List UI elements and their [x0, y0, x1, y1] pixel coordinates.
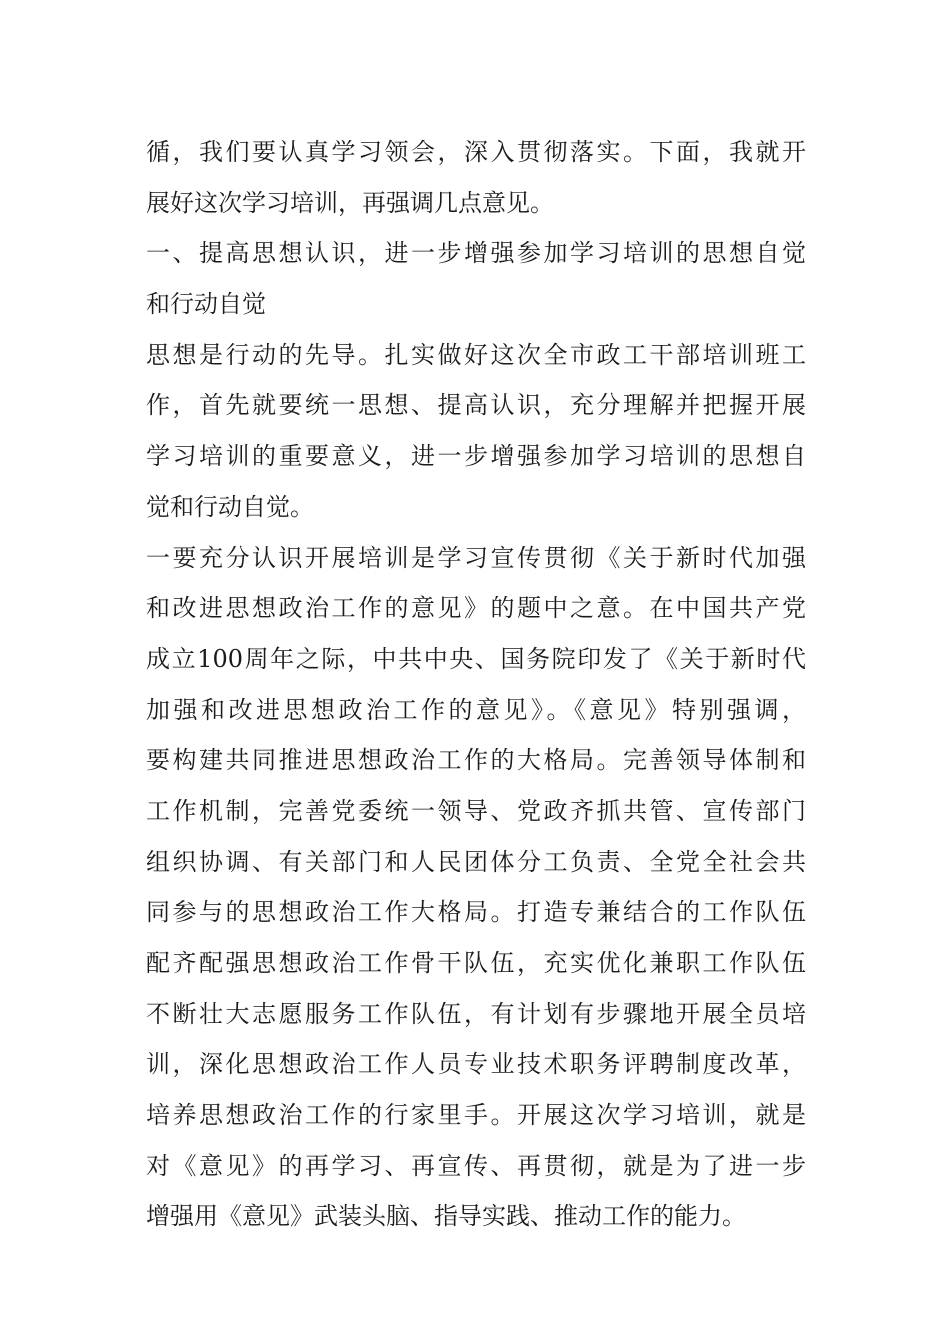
text-line: 作，首先就要统一思想、提高认识，充分理解并把握开展 — [146, 391, 806, 420]
text-line: 成立100周年之际，中共中央、国务院印发了《关于新时代 — [146, 644, 806, 673]
section-heading-line: 一、提高思想认识，进一步增强参加学习培训的思想自觉 — [146, 239, 806, 268]
text-line: 和改进思想政治工作的意见》的题中之意。在中国共产党 — [146, 594, 806, 623]
document-body — [146, 127, 806, 1242]
text-line: 学习培训的重要意义，进一步增强参加学习培训的思想自 — [146, 442, 806, 471]
text-line: 配齐配强思想政治工作骨干队伍，充实优化兼职工作队伍 — [146, 949, 806, 977]
text-line: 要构建共同推进思想政治工作的大格局。完善领导体制和 — [146, 746, 806, 775]
text-line: 训，深化思想政治工作人员专业技术职务评聘制度改革， — [146, 1050, 806, 1079]
section-heading-line: 和行动自觉 — [146, 290, 266, 319]
text-line: 同参与的思想政治工作大格局。打造专兼结合的工作队伍 — [146, 898, 806, 927]
text-line: 思想是行动的先导。扎实做好这次全市政工干部培训班工 — [146, 340, 806, 369]
text-line: 循，我们要认真学习领会，深入贯彻落实。下面，我就开 — [146, 138, 806, 166]
text-line: 加强和改进思想政治工作的意见》。《意见》特别强调， — [146, 695, 806, 724]
text-line: 培养思想政治工作的行家里手。开展这次学习培训，就是 — [146, 1101, 806, 1130]
text-line: 组织协调、有关部门和人民团体分工负责、全党全社会共 — [146, 847, 806, 876]
text-line: 工作机制，完善党委统一领导、党政齐抓共管、宣传部门 — [146, 796, 806, 825]
text-line: 增强用《意见》武装头脑、指导实践、推动工作的能力。 — [146, 1202, 746, 1231]
text-line: 不断壮大志愿服务工作队伍，有计划有步骤地开展全员培 — [146, 999, 806, 1028]
text-line: 一要充分认识开展培训是学习宣传贯彻《关于新时代加强 — [146, 543, 806, 572]
text-line: 对《意见》的再学习、再宣传、再贯彻，就是为了进一步 — [146, 1151, 806, 1180]
text-line: 展好这次学习培训，再强调几点意见。 — [146, 188, 554, 217]
text-line: 觉和行动自觉。 — [146, 492, 314, 521]
